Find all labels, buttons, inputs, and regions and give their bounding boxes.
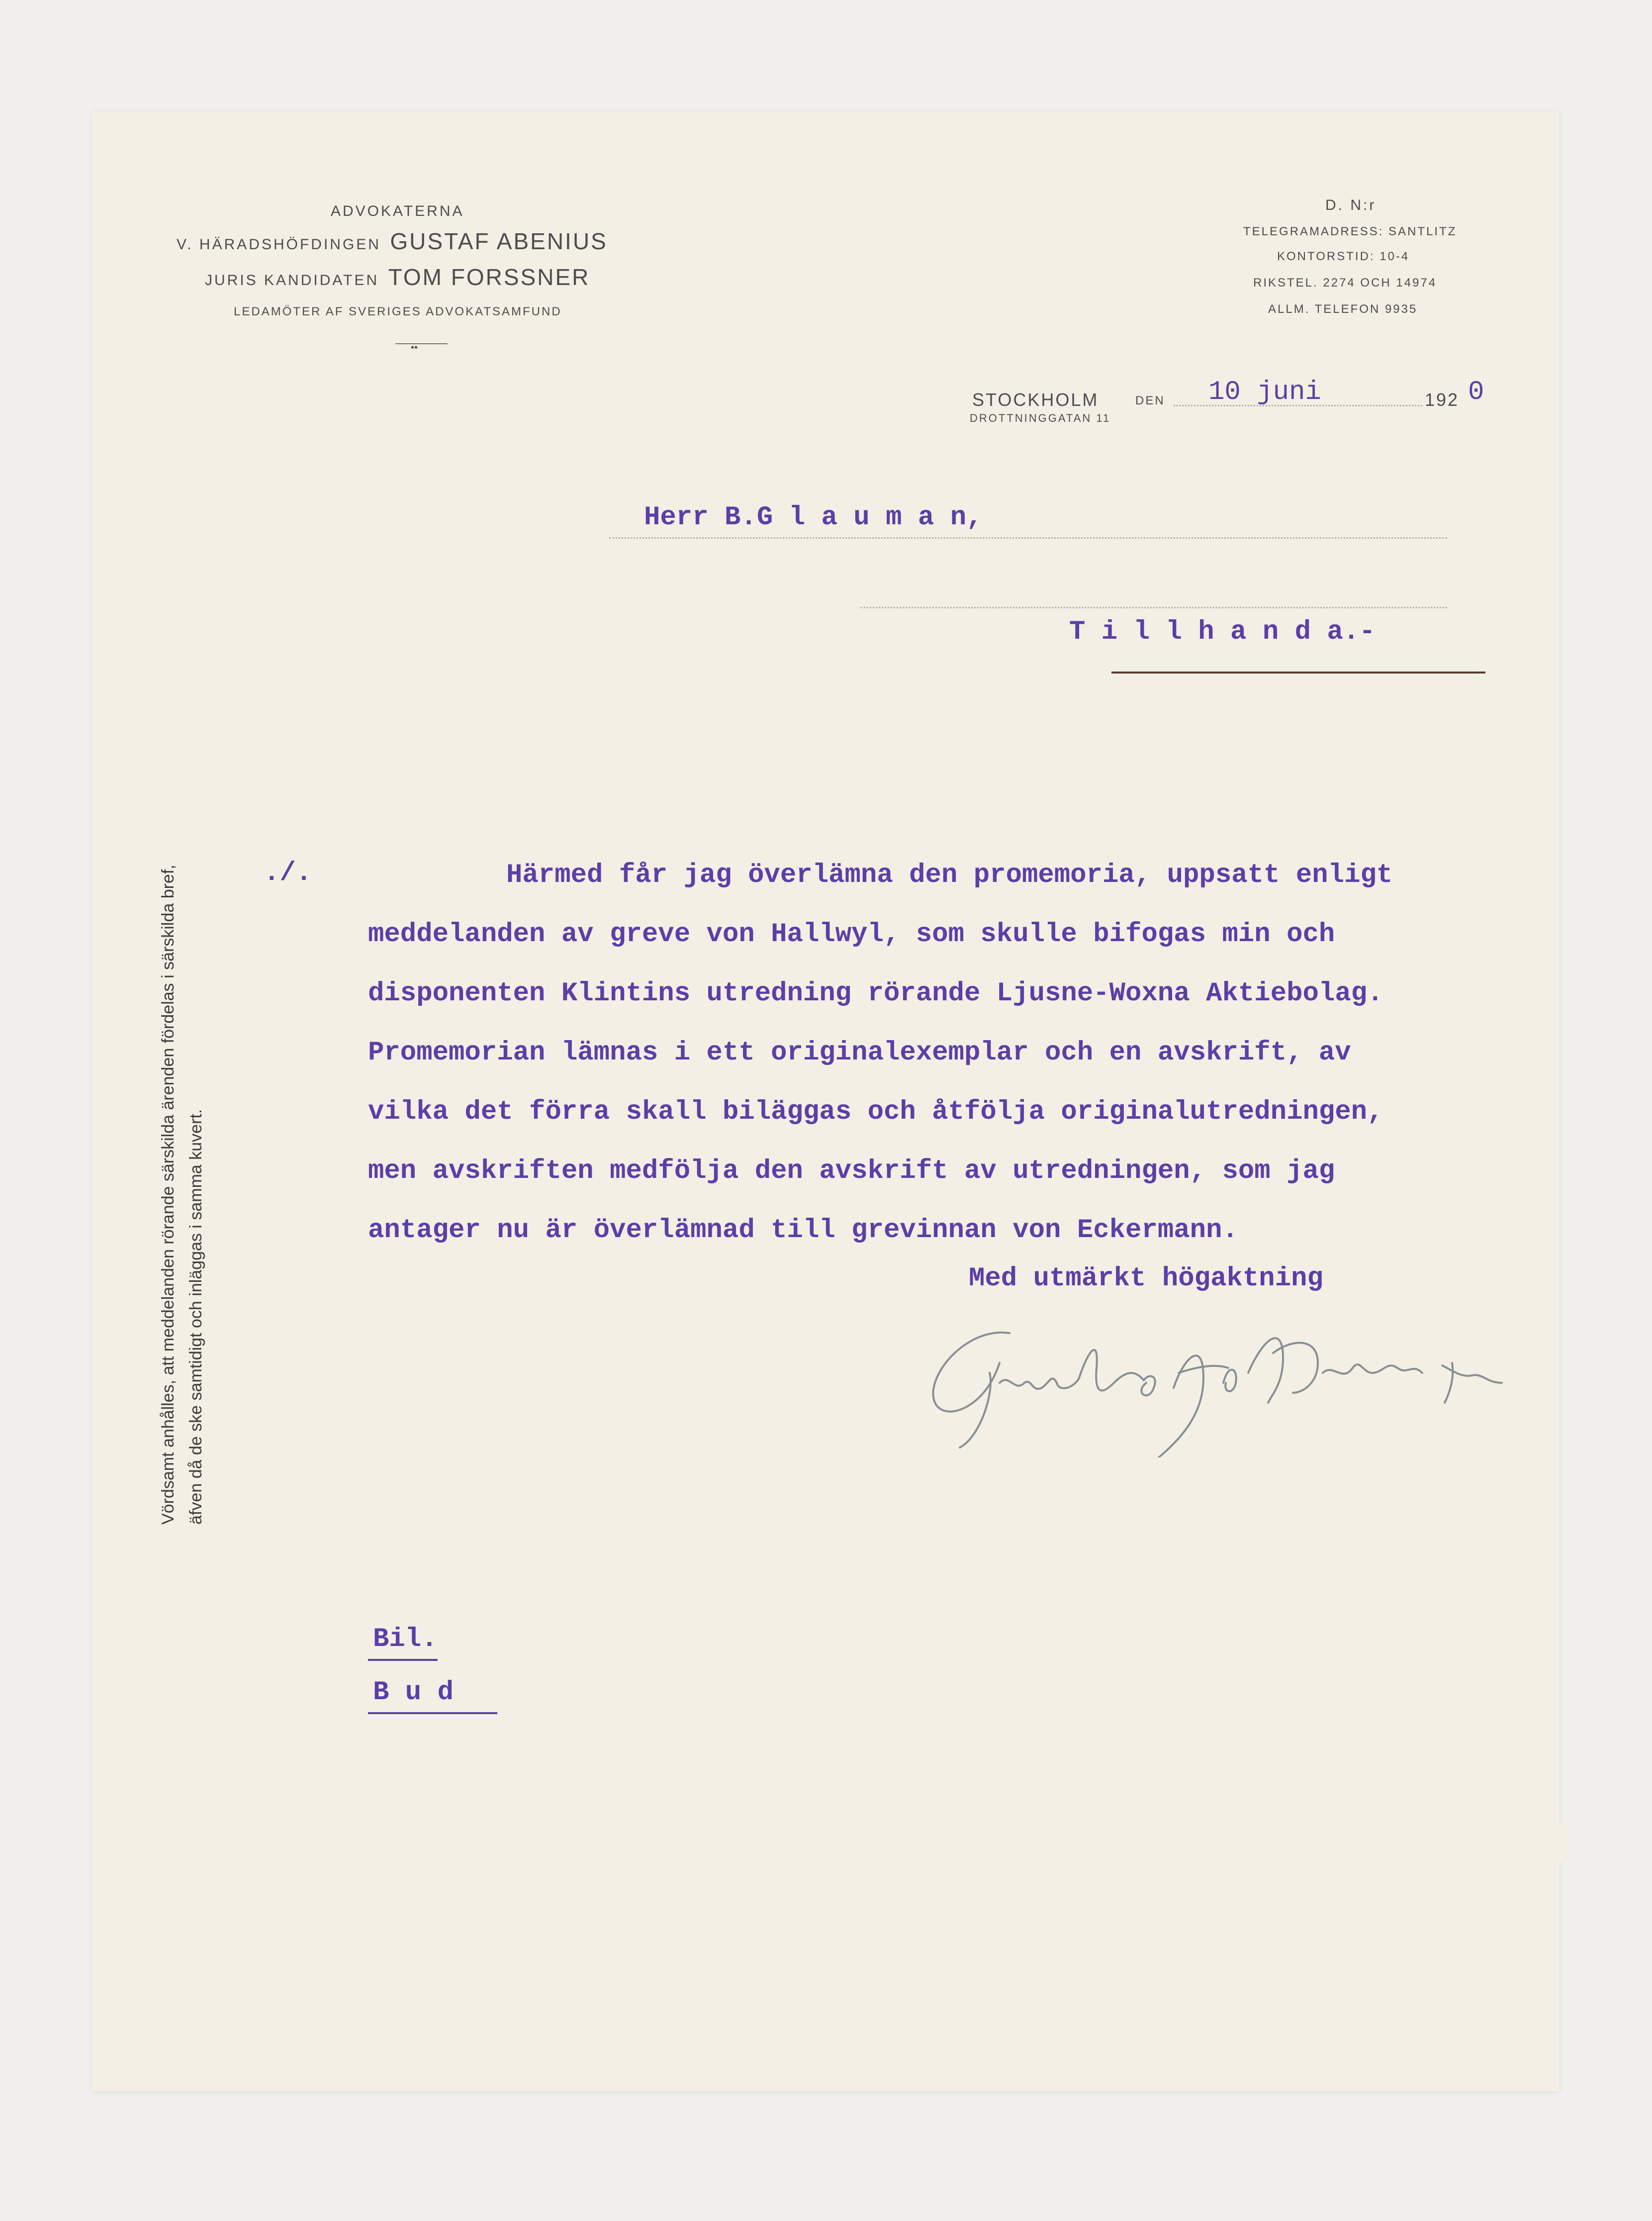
enclosure-mark: ./. <box>264 858 312 888</box>
footer-bud: B u d <box>373 1677 454 1708</box>
recipient-dotted-line-1 <box>609 537 1447 539</box>
dateline-den: DEN <box>1135 394 1165 407</box>
body-line-4: Promemorian lämnas i ett originalexemplar och en avskrift, av <box>368 1038 1351 1068</box>
body-line-5: vilka det förra skall biläggas och åtfölja originalutredningen, <box>368 1097 1383 1127</box>
date-day-month: 10 juni <box>1208 377 1321 407</box>
body-line-7: antager nu är överlämnad till grevinnan von Eckermann. <box>368 1215 1238 1246</box>
letterhead-line-abenius <box>177 228 608 255</box>
margin-note-line-2: äfven då de ske samtidigt och inläggas i samma kuvert. <box>186 1109 205 1525</box>
name-tom-forssner: TOM FORSSNER <box>388 264 590 290</box>
office-hours: KONTORSTID: 10-4 <box>1277 250 1410 263</box>
footer-bil: Bil. <box>373 1624 438 1654</box>
name-gustaf-abenius: GUSTAF ABENIUS <box>390 228 608 254</box>
signature-drawing <box>925 1308 1512 1457</box>
dateline-street: DROTTNINGGATAN 11 <box>970 412 1111 424</box>
tillhanda-underline <box>1111 672 1485 674</box>
telegram-address: TELEGRAMADRESS: SANTLITZ <box>1243 225 1457 238</box>
letterhead-line-forssner <box>205 264 590 290</box>
bil-underline <box>368 1659 438 1661</box>
date-year-prefix: 192 <box>1425 389 1460 410</box>
title-juris-kandidaten: JURIS KANDIDATEN <box>205 272 379 289</box>
margin-note <box>154 679 210 1525</box>
letterhead-divider <box>395 343 448 344</box>
body-line-3: disponenten Klintins utredning rörande Ljusne-Woxna Aktiebolag. <box>368 978 1383 1009</box>
recipient-tillhanda: T i l l h a n d a.- <box>1069 617 1376 647</box>
rikstel-numbers: RIKSTEL. 2274 OCH 14974 <box>1253 276 1437 290</box>
date-year-digit: 0 <box>1468 377 1484 407</box>
dateline-city: STOCKHOLM <box>972 389 1099 410</box>
title-haradshofdingen: V. HÄRADSHÖFDINGEN <box>177 236 381 253</box>
margin-note-line-1: Vördsamt anhålles, att meddelanden rörande särskilda ärenden fördelas i särskilda bref, <box>159 865 178 1525</box>
recipient-dotted-line-2 <box>860 607 1447 608</box>
body-line-6: men avskriften medfölja den avskrift av utredningen, som jag <box>368 1156 1335 1186</box>
dnr-label: D. N:r <box>1325 197 1377 213</box>
letterhead-membership: LEDAMÖTER AF SVERIGES ADVOKATSAMFUND <box>234 305 562 318</box>
closing-phrase: Med utmärkt högaktning <box>969 1263 1323 1294</box>
letter-body <box>368 846 1392 1260</box>
letterhead-title: ADVOKATERNA <box>331 203 464 219</box>
body-line-2: meddelanden av greve von Hallwyl, som skulle bifogas min och <box>368 919 1335 950</box>
recipient-name: Herr B.G l a u m a n, <box>644 502 983 533</box>
bud-underline <box>368 1712 497 1714</box>
body-line-1: Härmed får jag överlämna den promemoria, uppsatt enligt <box>506 860 1393 890</box>
letterhead-mark: •• <box>411 342 418 353</box>
allm-telefon: ALLM. TELEFON 9935 <box>1268 302 1418 316</box>
